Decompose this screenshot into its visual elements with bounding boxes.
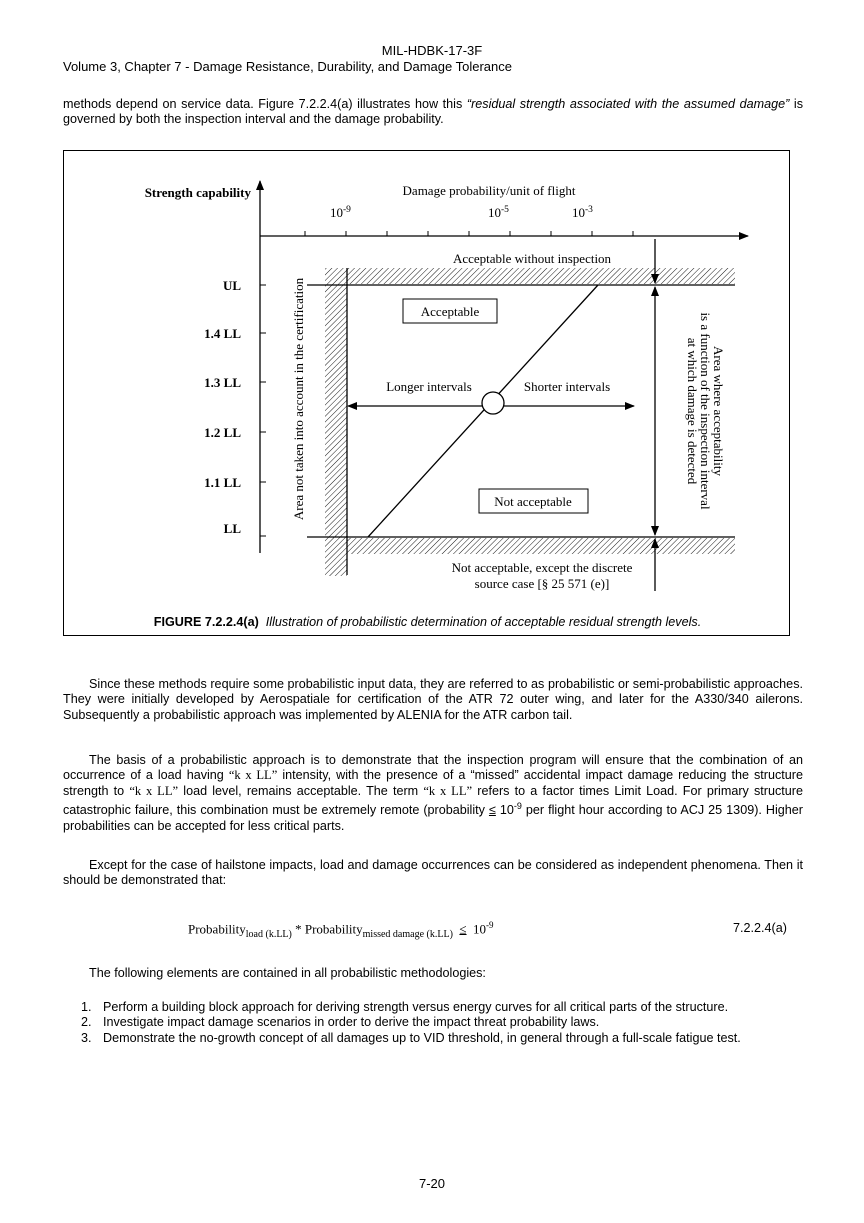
document-id: MIL-HDBK-17-3F [381, 43, 483, 58]
y-tick-label-1-4ll: 1.4 LL [204, 326, 241, 341]
list-item [81, 1000, 803, 1015]
y-tick-label-ll: LL [223, 521, 241, 536]
x-tick-label-1e-5: $10^{-5}$ [488, 205, 509, 220]
paragraph-independent-phenomena: Except for the case of hailstone impacts, load and damage occurrences can be considered as independent phenomena. Then it should be demonstrated that: [63, 858, 803, 888]
eq-sub-1: load (k.LL) [245, 928, 292, 940]
eq-prob-1: Probability [188, 921, 246, 937]
eq-rhs-base: 10 [473, 921, 487, 937]
svg-text:at which damage is detected: at which damage is detected [685, 337, 700, 485]
p2-text-3: load level, remains acceptable. The term [178, 783, 424, 798]
y-tick-label-1-1ll: 1.1 LL [204, 475, 241, 490]
p2-text-6: per flight hour according to ACJ 25 1309). Higher probabilities can be accepted for less critical parts. [63, 803, 803, 833]
svg-text:Area where acceptability: Area where acceptability [711, 346, 726, 476]
p2-kll-2: “k x LL” [129, 783, 179, 798]
caption-number: FIGURE 7.2.2.4(a) [153, 615, 259, 629]
p2-exponent: -9 [513, 801, 522, 812]
equation-line [0, 918, 864, 944]
running-header: Volume 3, Chapter 7 - Damage Resistance, Durability, and Damage Tolerance [63, 59, 512, 74]
p2-kll-1: “k x LL” [228, 768, 278, 783]
interval-circle [482, 392, 504, 414]
list-item-text: Perform a building block approach for deriving strength versus energy curves for all critical parts of the structure. [103, 1000, 729, 1014]
list-item-number: 1. [81, 1000, 92, 1014]
longer-intervals-label: Longer intervals [386, 379, 472, 394]
eq-rhs-exp: -9 [486, 920, 494, 930]
p2-text-2: intensity, with the presence of a “missed” accidental impact damage reducing the structure strength to [63, 768, 803, 798]
paragraph-elements: The following elements are contained in all probabilistic methodologies: [89, 966, 486, 980]
p2-kll-3: “k x LL” [423, 783, 473, 798]
left-vertical-label: Area not taken into account in the certification [291, 277, 306, 521]
equation [188, 920, 494, 940]
y-tick-label-ul: UL [222, 278, 241, 293]
intro-text-after: is governed by both the inspection interval and the damage probability. [63, 97, 804, 127]
eq-le: ≤ [459, 921, 467, 937]
page-number: 7-20 [418, 1176, 446, 1191]
paragraph-basis [63, 753, 803, 834]
list-item [81, 1015, 803, 1030]
bottom-label-line1: Not acceptable, except the discrete [451, 560, 633, 575]
list-item [81, 1031, 803, 1046]
intro-paragraph [63, 97, 803, 128]
eq-sub-2: missed damage (k.LL) [362, 928, 453, 940]
caption-text: Illustration of probabilistic determination of acceptable residual strength levels. [265, 615, 702, 629]
p2-text-5: 10 [495, 803, 514, 818]
figure-caption [64, 615, 791, 629]
x-tick-label-1e-3: $10^{-3}$ [572, 205, 593, 220]
top-hatch-band [347, 268, 735, 284]
list-item-text: Investigate impact damage scenarios in order to derive the impact threat probability laws. [103, 1015, 600, 1030]
list-item-text: Demonstrate the no-growth concept of all damages up to VID threshold, in general through a full-scale fatigue test. [103, 1030, 741, 1045]
figure-box [63, 150, 790, 636]
top-label: Acceptable without inspection [452, 251, 612, 266]
list-item-number: 3. [81, 1030, 92, 1045]
eq-operator: * [291, 921, 305, 937]
shorter-intervals-label: Shorter intervals [523, 379, 611, 394]
x-axis-title: Damage probability/unit of flight [402, 183, 576, 198]
list-item-number: 2. [81, 1015, 92, 1030]
methodology-list [81, 1000, 803, 1046]
p2-le-symbol: ≤ [488, 803, 496, 818]
eq-prob-2: Probability [304, 921, 363, 937]
x-tick-label-1e-9: $10^{-9}$ [330, 205, 351, 220]
right-vertical-label [685, 312, 726, 510]
acceptable-label: Acceptable [420, 304, 480, 319]
y-tick-label-1-2ll: 1.2 LL [204, 425, 241, 440]
figure-diagram [64, 151, 789, 611]
intro-text-before: methods depend on service data. Figure 7.2.2.4(a) illustrates how this [63, 97, 467, 111]
y-tick-marks [260, 285, 266, 536]
y-axis-title: Strength capability [144, 185, 251, 200]
p2-text-1: The basis of a probabilistic approach is to demonstrate that the inspection program will ensure that the combination of an occurrence of a load having [63, 753, 803, 783]
bottom-label-line2: source case [§ 25 571 (e)] [474, 576, 610, 591]
bottom-hatch-band [347, 538, 735, 554]
svg-text:is a function of the inspectio: is a function of the inspection interval [698, 312, 713, 510]
not-acceptable-label: Not acceptable [494, 494, 572, 509]
paragraph-probabilistic-approaches: Since these methods require some probabilistic input data, they are referred to as probabilistic or semi-probabilistic approaches. They were initially developed by Aerospatiale for certification of the ATR 72 outer wing, and later for the A330/340 ailerons. Subsequently a probabilistic approach was implemented by ALENIA for the ATR carbon tail. [63, 677, 803, 722]
y-tick-label-1-3ll: 1.3 LL [204, 375, 241, 390]
x-tick-marks [305, 231, 633, 236]
left-hatch-band [325, 268, 347, 576]
equation-number: 7.2.2.4(a) [733, 921, 787, 935]
p2-text-4: refers to a factor times Limit Load. For primary structure catastrophic failure, this combination must be extremely remote (probability [63, 783, 803, 818]
intro-quote: “residual strength associated with the assumed damage” [466, 97, 790, 111]
